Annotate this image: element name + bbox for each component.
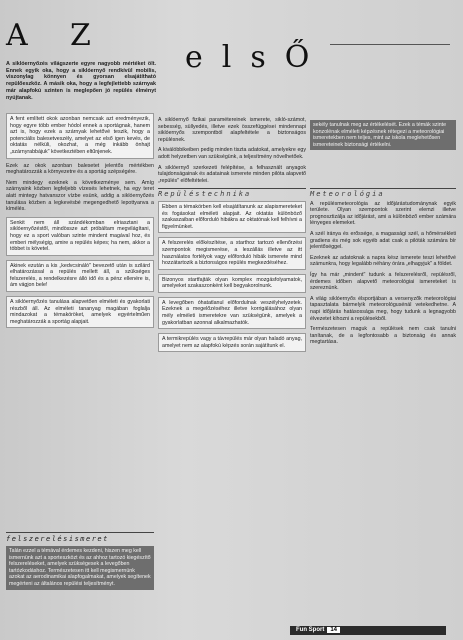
col3-paragraph: Így ha már „mindent" tudunk a felszerelésről, repülésről, érdemes időben alapvető meteorológiai ismereteket is szereznünk. <box>310 271 456 292</box>
col2-paragraph: A siklóernyő fizikai paramétereinek ismerete, sikló-számot, sebesség, süllyedés, illetve ezek összefüggései mindennapi siklóernyős szempontból alapfeltétele a biztonságos repülésnek. <box>158 117 306 143</box>
col2-section-paragraph: A levegőben óhatatlanul előfordulnak veszélyhelyzetek. Ezeknek a megelőzéséhez illetve korrigálásához olyan mély elméleti ismeretekre van szükségünk, amelyek a gyakorlatban azonnal alkalmazhatók. <box>158 297 306 329</box>
col1-paragraph: A fent említett okok azonban nemcsak azt eredményezik, hogy egyre több ember hódol ennek a sportágnak, hanem azt is, hogy ezek a szárnyak lehetővé teszik, hogy a potenciális balesetveszély, amelyet az első igen kevés, de oktatás nélküli, okozhat, a még inkább önhajt „szárnyrabbájuk" következtében eltűnjenek. <box>6 113 154 159</box>
col1-paragraph: Nem mindegy ezeknek a következménye sem. Amíg szárnyaink közben legfeljebb vízesés lehetnek, ha egy teret alatt mintegy hatvanszor vízbe esünk, addig a siklóernyőzés tanulása közben a legkevésbé megengedhető lepottyanva a kímélés. <box>6 179 154 213</box>
col2-paragraph: A kiválóbbikeiben pedig minden tiszta adatokat, amelyekre egy adott helyzetben van szükségünk, a teljesítmény növelhetőek. <box>158 147 306 160</box>
title-rest: elsŐ <box>185 40 329 75</box>
col3-paragraph: Természetesen maguk a repülések nem csak tanulni tanítanak, de a legfontosabb a biztonság és annak megtartása. <box>310 326 456 346</box>
col3-paragraph: A világ siklóernyős élsportjában a versenyzők meteorológiai tapasztalata bármelyik meteorológusénál vetekedhetne. A napi időjárás hatásossága meg, hogy tudunk a legnagyobb élvezetet kihozni a repülésekből. <box>310 295 456 322</box>
col1-paragraph: Ezek az okok azonban balesetet jelentős mértékben meghatározzák a környezetre és a sportág szépségére. <box>6 162 154 176</box>
page-header <box>0 0 463 75</box>
col3-top-paragraph: sekély tanulnak meg az értékelését. Ezek a témák szinte konzolénak elméleti képzésnek rétegezi a meteorológiai ismeretekben nem teljes, mint az iskola meglehetősen ismereteinek biztonsági értékelni. <box>310 120 456 150</box>
col3-paragraph: A repülésmeteorológia az időjárástudománynak egyik területe. Olyan szempontok szerint elemzi illetve prognosztizálja az időjárást, ami a különböző ember számára lényeges elemeket. <box>310 200 456 227</box>
section-title-technique: Repüléstechnika <box>158 188 306 198</box>
col2-section-paragraph: Bizonyos startfajták olyan komplex mozgásfolyamatok, amelyeket szakaszonként kell begyakorolnunk. <box>158 274 306 293</box>
col1-paragraph: Akinek ezután a kis „kedvcsináló" bevezető után is szilárd elhatározással a repülés mellett áll, a szükséges felszerelés, a rendelkezésre álló idő és a pénz ellenére is, ám vágjon bele! <box>6 260 154 292</box>
section-title-meteorology: Meteorológia <box>310 188 456 198</box>
header-rule <box>330 44 450 45</box>
section-title-equipment: felszerelésismeret <box>6 532 154 543</box>
col1-paragraph: Senkit nem áll szándékomban elriasztani a siklóernyőzéstől, mindössze azt próbáltam megvilágítani, hogy ez a sport valóban szinte mindent magával hoz, és emberi mélységig, amire a repülés képes; ha nem, akkor a többet is követel. <box>6 217 154 256</box>
page-footer <box>290 626 446 635</box>
page-number: 14 <box>327 627 340 633</box>
footer-brand: Fun Sport <box>296 627 325 633</box>
col3-paragraph: Ezeknek az adatoknak a napra kész ismerete teszi lehetővé számunkra, hogy legalább néhány órára „elhagyjuk" a földet. <box>310 254 456 268</box>
column-3 <box>310 185 456 350</box>
col2-section-paragraph: Ebben a témakörben kell elsajátítanunk az alapismereteket és fogásokat elméleti alapjait. Az oktatás különböző szakaszaiban előforduló hibákra az oktatónak kell felhívni a figyelmünket. <box>158 201 306 233</box>
column-3-top <box>310 120 456 150</box>
column-1 <box>6 113 154 332</box>
intro-paragraph: A siklóernyőzés világszerte egyre nagyobb mértéket ölt. Ennek egyik oka, hogy a siklóernyő rendkívül mobilis, viszonylag könnyen és gyorsan elsajátítható repülőeszköz. A másik oka, hogy a legfejlettebb szárnyak már alapfokú szinten is meglepően jó repülés élményt nyújtanak. <box>6 61 156 101</box>
column-2 <box>158 117 306 356</box>
equipment-paragraph: Talán ezzel a témával érdemes kezdeni, hiszen meg kell ismernünk azt a sporteszközt és az ahhoz tartozó kiegészítő felszereléseket, amelyek szükségesek a levegőben tartózkodáshoz. Természetesen itt kell megismernünk azokat az aerodinamikai alapfogalmakat, amelyek segítenek megérteni az általános repülési teljesítményt. <box>6 546 154 590</box>
title-letter-a: A <box>6 18 28 53</box>
section-equipment-text <box>6 546 154 590</box>
col2-section-paragraph: A felszerelés előkészítése, a starthoz tartozó ellenőrzési szempontok megismerése, a leszállás illetve az itt használatos fortélyok vagy előforduló hibák ismerete mind hozzátartozik a biztonságos repülés megkezdéséhez. <box>158 237 306 269</box>
title-letter-z: Z <box>70 18 91 53</box>
col2-section-paragraph: A termikrepülés vagy a távrepülés már olyan haladó anyag, amelyet nem az alapfokú képzés során sajátítunk el. <box>158 333 306 352</box>
col2-paragraph: A siklóernyő szerkezeti felépítése, a felhasznált anyagok tulajdonságainak és adatainak ismerete minden pilóta alapvető „repülés" előfeltételei. <box>158 164 306 184</box>
col3-paragraph: A szél iránya és erőssége, a magassági szél, a hőmérsékleti gradiens és még sok egyéb adat csak a pilóták számára bír jelentőséggel. <box>310 230 456 251</box>
col1-paragraph: A siklóernyőzés tanulása alapvetően elméleti és gyakorlati részből áll. Az elméleti tananyag magában foglalja mindazokat a témaköröket, amelyek egyértelműen meghatározzák a sportág alapjait. <box>6 296 154 328</box>
